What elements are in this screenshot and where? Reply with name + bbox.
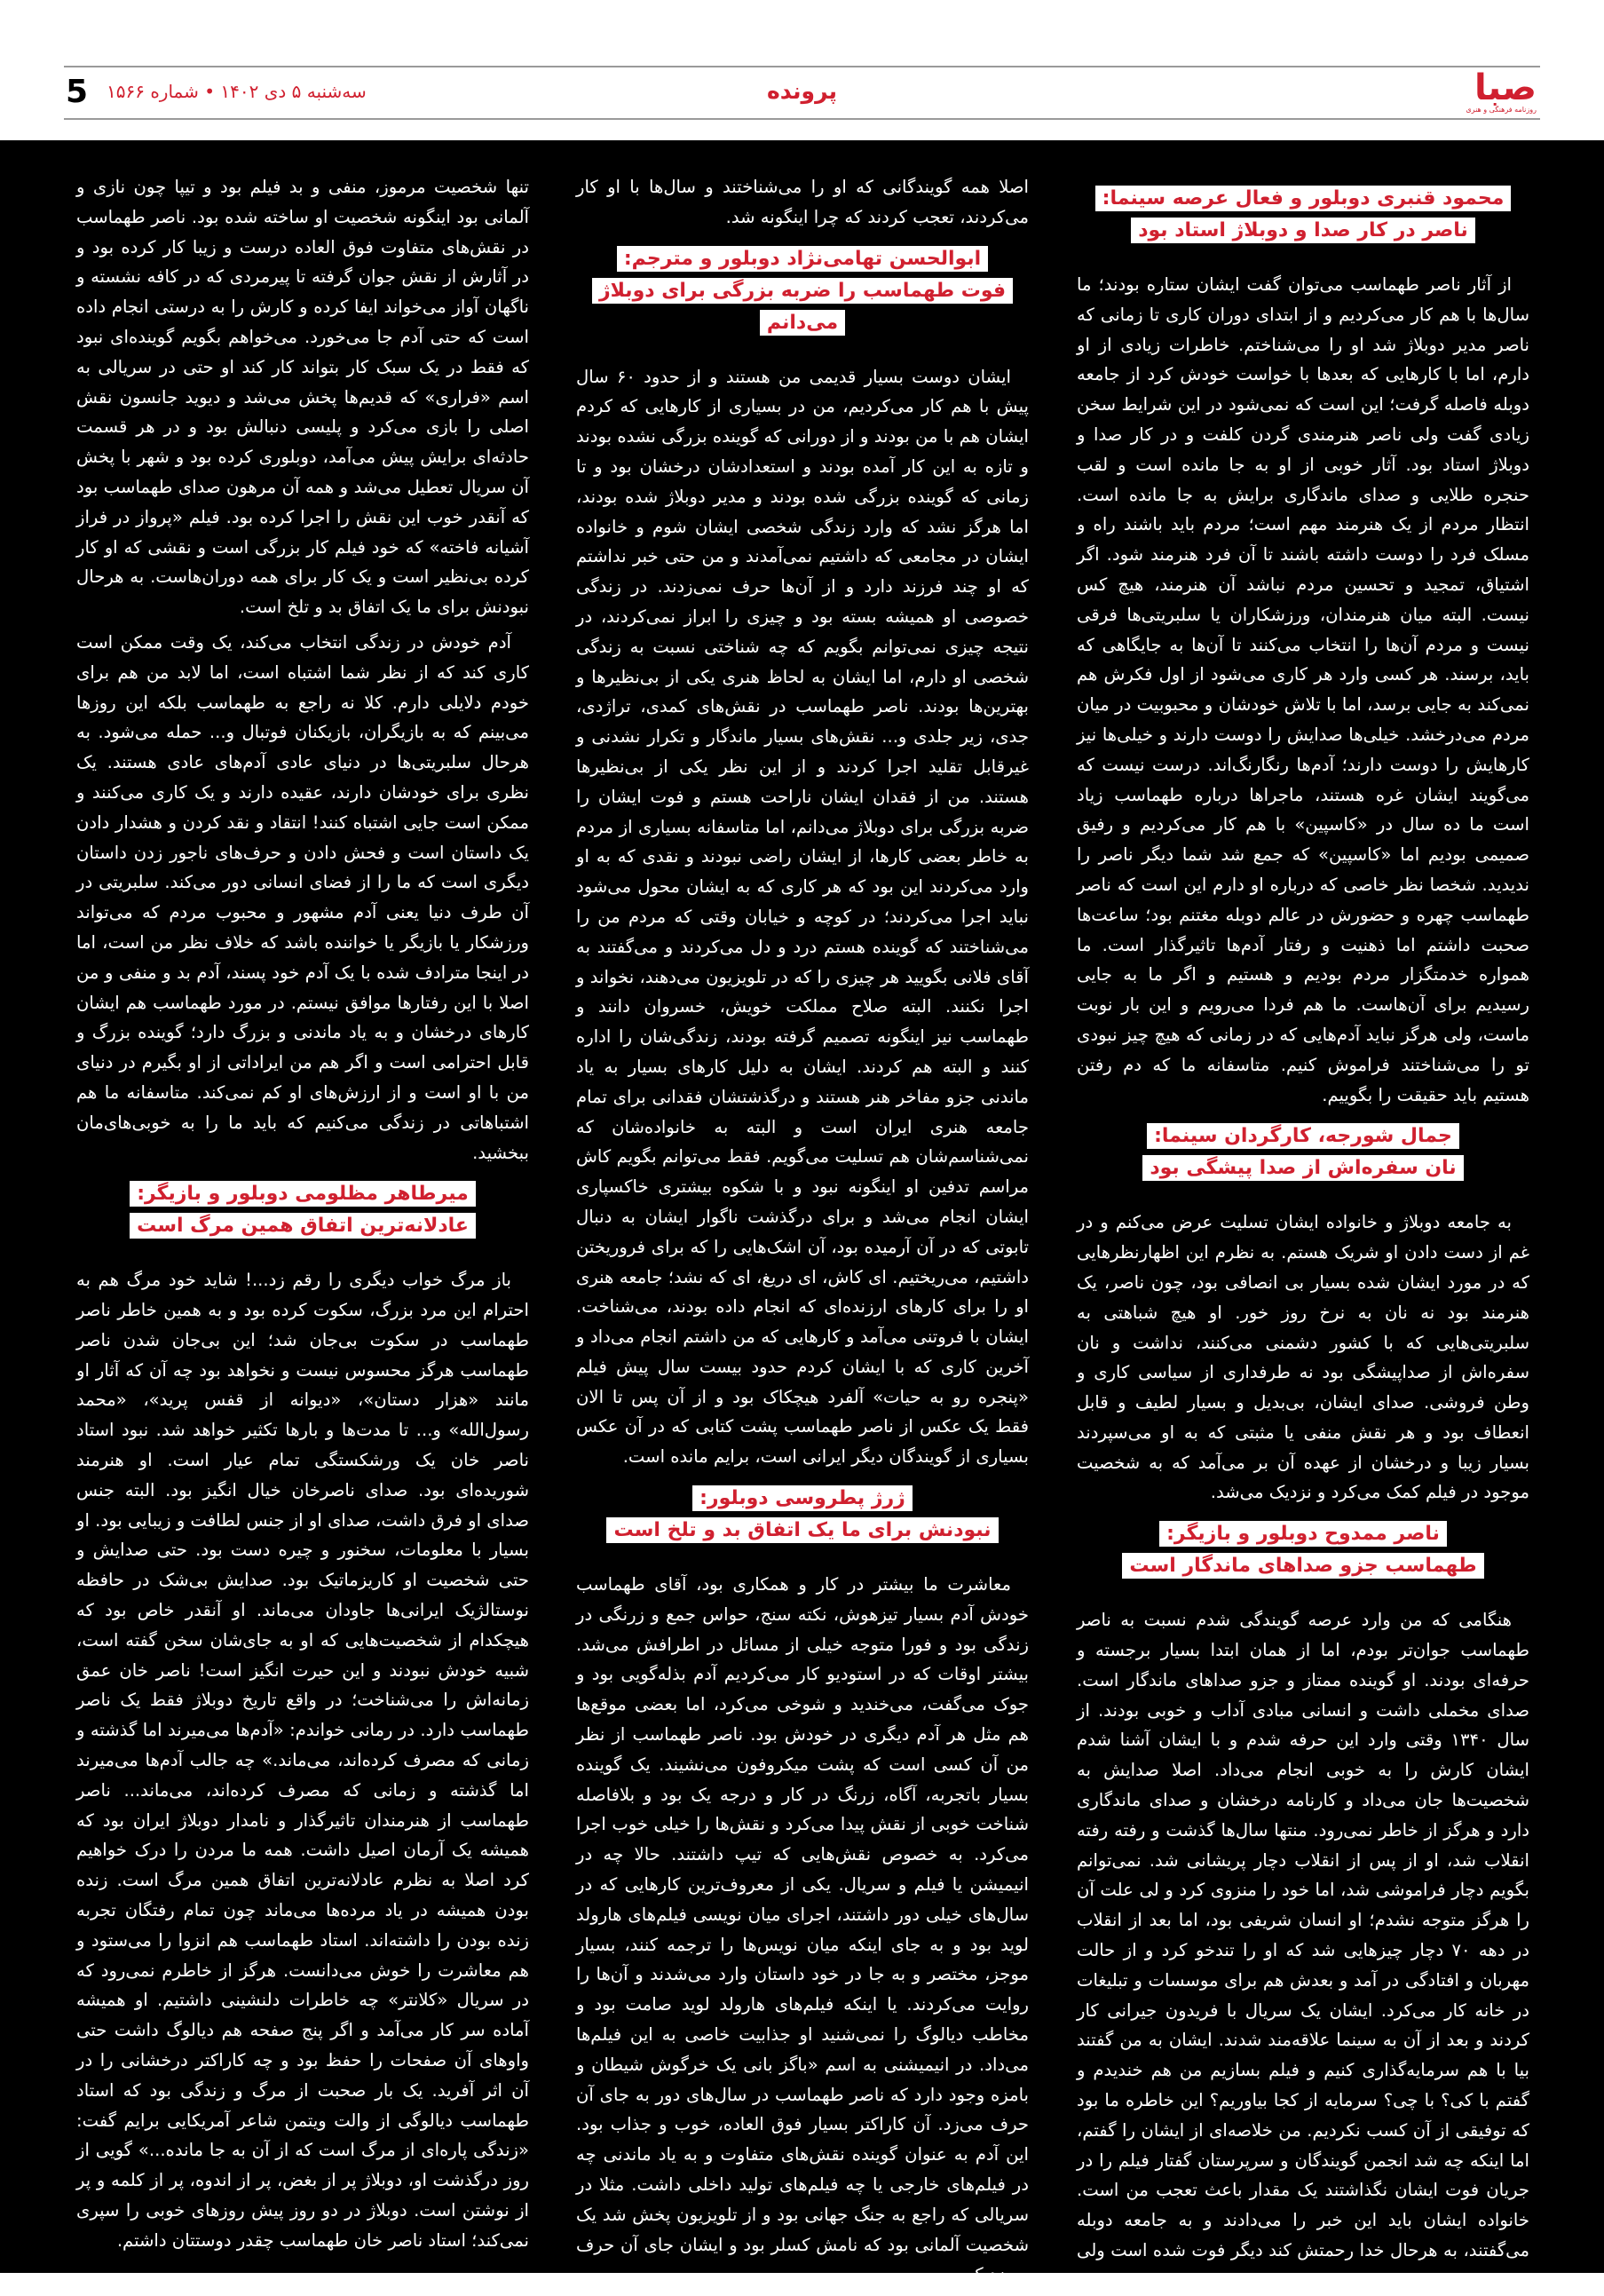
paragraph: هنگامی که من وارد عرصه گویندگی شدم نسبت به ناصر طهماسب جوان‌تر بودم، اما از همان ابتدا بسیار برجسته و حرفه‌ای بودند. او گوینده ممتاز و جزو صداهای ماندگار است. صدای مخملی داشت و انسانی مبادی آداب و خوبی بودند. از سال ۱۳۴۰ وقتی وارد این حرفه شدم و با ایشان آشنا شدم ایشان کارش را به خوبی انجام می‌داد. اصلا صدایش به شخصیت‌ها جان می‌داد و کارنامه درخشان و صدای ماندگاری دارد و هرگز از خاطر نمی‌رود. منتها سال‌ها گذشت و رفته رفته انقلاب شد، او از پس از انقلاب دچار پریشانی شد. نمی‌توانم بگویم دچار فراموشی شد، اما خود را منزوی کرد و لی علت آن را هرگز متوجه نشدم؛ او انسان شریفی بود، اما بعد از انقلاب در دهه ۷۰ دچار چیزهایی شد که او را تندخو کرد و از حالت مهربان و افتادگی در آمد و بعدش هم برای موسسات و تبلیغات در خانه کار می‌کرد. ایشان یک سریال با فریدون جیرانی کار کردند و بعد از آن به سینما علاقه‌مند شدند. ایشان به من گفتند بیا با هم سرمایه‌گذاری کنیم و فیلم بسازیم من هم خندیدم و گفتم با کی؟ با چی؟ سرمایه از کجا بیاوریم؟ این خاطره ما بود که توفیقی از آن کسب نکردیم. من خلاصه‌ای از ایشان را گفتم، اما اینکه چه شد انجمن گویندگان و سرپرستان گفتار فیلم را در جریان فوت ایشان نگذاشتند یک مقدار باعث تعجب من است. خانواده ایشان باید این خبر را می‌دادند و به جامعه دوبله می‌گفتند، به هرحال خدا رحمتش کند دیگر فوت شده است ولی همه ما متعجب شدیم <box>1077 1610 1530 2291</box>
page-header <box>0 0 1604 140</box>
paragraph: ایشان دوست بسیار قدیمی من هستند و از حدود ۶۰ سال پیش با هم کار می‌کردیم، من در بسیاری از کارهایی که کردم ایشان هم با من بودند و از دورانی که گوینده بزرگی نشده بودند و تازه به این کار آمده بودند و استعدادشان درخشان بود و تا زمانی که گوینده بزرگی شده بودند و مدیر دوبلاژ شده بودند، اما هرگز نشد که وارد زندگی شخصی ایشان شوم و خانواده ایشان در مجامعی که داشتیم نمی‌آمدند و من حتی خبر نداشتم که او چند فرزند دارد و از آن‌ها حرف نمی‌زدند. در زندگی خصوصی او همیشه بسته بود و چیزی را ابراز نمی‌کردند، در نتیجه چیزی نمی‌توانم بگویم که چه شناختی نسبت به زندگی شخصی او دارم، اما ایشان به لحاظ هنری یکی از بی‌نظیرها و بهترین‌ها بودند. ناصر طهماسب در نقش‌های کمدی، تراژدی، جدی، زیر جلدی و... نقش‌های بسیار ماندگار و تکرار نشدنی و غیرقابل تقلید اجرا کردند و از این نظر یکی از بی‌نظیرها هستند. من از فقدان ایشان ناراحت هستم و فوت ایشان را ضربه بزرگی برای دوبلاژ می‌دانم، اما متاسفانه بسیاری از مردم به خاطر بعضی کارها، از ایشان راضی نبودند و نقدی که به او وارد می‌کردند این بود که هر کاری که به ایشان محول می‌شود نباید اجرا می‌کردند؛ در کوچه و خیابان وقتی که مردم من را می‌شناختند که گوینده هستم درد و دل می‌کردند و می‌گفتند به آقای فلانی بگویید هر چیزی را که در تلویزیون می‌دهند، نخواند و اجرا نکنند. البته صلاح مملکت خویش، خسروان دانند و طهماسب نیز اینگونه تصمیم گرفته بودند، زندگی‌شان را اداره کنند و البته هم کردند. ایشان به دلیل کارهای بسیار به یاد ماندنی جزو مفاخر هنر هستند و درگذشتشان فقدانی برای تمام جامعه هنری ایران است و البته به خانواده‌شان که نمی‌شناسم‌شان هم تسلیت می‌گویم. فقط می‌توانم بگویم کاش مراسم تدفین او اینگونه نبود و با شکوه بیشتری خاکسپاری ایشان انجام می‌شد و برای درگذشت ناگوار ایشان به دنبال تابوتی که در آن آرمیده بود، آن اشک‌هایی را که برای فروریختن داشتیم، می‌ریختیم. ای کاش، ای دریغ، ای که نشد؛ جامعه هنری او را برای کارهای ارزنده‌ای که انجام داده بودند، می‌شناخت. ایشان با فروتنی می‌آمد و کارهایی که من داشتم انجام می‌داد و آخرین کاری که با ایشان کردم حدود بیست سال پیش فیلم «پنجره رو به حیات» آلفرد هیچکاک بود و از آن پس تا الان فقط یک عکس از ناصر طهماسب پشت کتابی که در آن عکس بسیاری از گویندگان دیگر ایرانی است، برایم مانده است. <box>576 366 1029 1468</box>
column-right <box>1077 172 1530 2291</box>
subheading-line: فوت طهماسب را ضربه بزرگی برای دوبلاژ می‌دانم <box>592 278 1013 336</box>
logo-wordmark: صبا <box>1474 67 1537 108</box>
subheading-line: ناصر ممدوح دوبلور و بازیگر: <box>1159 1521 1447 1547</box>
paragraph: معاشرت ما بیشتر در کار و همکاری بود، آقای طهماسب خودش آدم بسیار تیزهوش، نکته سنج، حواس جمع و زرنگی در زندگی بود و فورا متوجه خیلی از مسائل در اطرافش می‌شد. بیشتر اوقات که در استودیو کار می‌کردیم آدم بذله‌گویی بود و جوک می‌گفت، می‌خندید و شوخی می‌کرد، اما بعضی موقع‌ها هم مثل هر آدم دیگری در خودش بود. ناصر طهماسب از نظر من آن کسی است که پشت میکروفون می‌نشیند. یک گوینده بسیار باتجربه، آگاه، زرنگ در کار و درجه یک بود و بلافاصله شناخت خوبی از نقش پیدا می‌کرد و نقش‌ها را خیلی خوب اجرا می‌کرد. به خصوص نقش‌هایی که تیپ داشتند. حالا چه در انیمیشن یا فیلم و سریال. یکی از معروف‌ترین کارهایی که در سال‌های خیلی دور داشتند، اجرای میان نویسی فیلم‌های هارولد لوید بود و به جای اینکه میان نویس‌ها را ترجمه کنند، بسیار موجز، مختصر و به جا در خود داستان وارد می‌شدند و آن‌ها را روایت می‌کردند. یا اینکه فیلم‌های هارولد لوید صامت بود و مخاطب دیالوگ را نمی‌شنید او جذابیت خاصی به این فیلم‌ها می‌داد. در انیمیشنی به اسم «باگز بانی یک خرگوش شیطان و بامزه وجود دارد که ناصر طهماسب در سال‌های دور به جای آن حرف می‌زد. آن کاراکتر بسیار فوق العاده، خوب و جذاب بود. این آدم به عنوان گوینده نقش‌های متفاوت و به یاد ماندنی چه در فیلم‌های خارجی یا چه فیلم‌های تولید داخلی داشت. مثلا در سریالی که راجع به جنگ جهانی بود و از تلویزیون پخش شد یک شخصیت آلمانی بود که نامش کسلر بود و ایشان جای آن حرف می‌زد که <box>576 1574 1029 2285</box>
subheading-line: عادلانه‌ترین اتفاق همین مرگ است <box>130 1213 476 1239</box>
subheading-line: محمود قنبری دوبلور و فعال عرصه سینما: <box>1095 186 1512 211</box>
header-top-rule <box>64 66 1540 67</box>
subheading-shourjeh <box>1077 1120 1529 1184</box>
subheading-tahaminejad <box>576 243 1029 339</box>
subheading-line: ژرژ پطروسی دوبلور: <box>692 1485 913 1511</box>
subheading-line: میرطاهر مظلومی دوبلور و بازیگر: <box>130 1181 476 1207</box>
subheading-line: جمال شورجه، کارگردان سینما: <box>1147 1123 1459 1149</box>
page-number: 5 <box>66 74 89 110</box>
subheading-qanbari <box>1077 183 1529 247</box>
column-middle <box>576 172 1029 2285</box>
paragraph: باز مرگ خواب دیگری را رقم زد...! شاید خود مرگ هم به احترام این مرد بزرگ، سکوت کرده بود و به همین خاطر ناصر طهماسب در سکوت بی‌جان شد؛ این بی‌جان شدن ناصر طهماسب هرگز محسوس نیست و نخواهد بود چه آن که آثار او مانند «هزار دستان»، «دیوانه از قفس پرید»، «محمد رسول‌الله» و... تا مدت‌ها و بارها تکثیر خواهد شد. نبود استاد ناصر خان یک ورشکستگی تمام عیار است. او هنرمند شوریده‌ای بود. صدای ناصرخان خیال انگیز بود. البته جنس صدای او فرق داشت، صدای او از جنس لطافت و زیبایی بود. او بسیار با معلومات، سخنور و چیره دست بود. حتی صدایش و حتی شخصیت او کاریزماتیک بود. صدایش بی‌شک در حافظه نوستالژیک ایرانی‌ها جاودان می‌ماند. او آنقدر خاص بود که هیچکدام از شخصیت‌هایی که او به جای‌شان سخن گفته است، شبیه خودش نبودند و این حیرت انگیز است! ناصر خان عمق زمانه‌اش را می‌شناخت؛ در واقع تاریخ دوبلاژ فقط یک ناصر طهماسب دارد. در رمانی خواندم: «آدم‌ها می‌میرند اما گذشته و زمانی که مصرف کرده‌اند، می‌ماند.» چه جالب آدم‌ها می‌میرند اما گذشته و زمانی که مصرف کرده‌اند، می‌ماند... ناصر طهماسب از هنرمندان تاثیرگذار و نامدار دوبلاژ ایران بود که همیشه یک آرمان اصیل داشت. همه ما مردن را درک خواهیم کرد اصلا به نظرم عادلانه‌ترین اتفاق همین مرگ است. زنده بودن همیشه در یاد مرده‌ها می‌ماند چون تمام رفتگان تجربه زنده بودن را داشته‌اند. استاد طهماسب هم انزوا را می‌ستود و هم معاشرت را خوش می‌دانست. هرگز از خاطرم نمی‌رود که در سریال «کلانتر» چه خاطرات دلنشینی داشتیم. او همیشه آماده سر کار می‌آمد و اگر پنج صفحه هم دیالوگ داشت حتی واوهای آن صفحات را حفظ بود و چه کاراکتر درخشانی را در آن اثر آفرید. یک بار صحبت از مرگ و زندگی بود که استاد طهماسب دیالوگی از والت ویتمن شاعر آمریکایی برایم گفت: «زندگی پاره‌ای از مرگ است که از آن به جا مانده...» گویی از روز درگذشت او، دوبلاژ پر از بغض، پر از اندوه، پر از کلمه و پر از نوشتن است. دوبلاژ در دو روز پیش روزهای خوبی را سپری نمی‌کند؛ استاد ناصر خان طهماسب چقدر دوستتان داشتم. <box>76 1270 529 2251</box>
section-title: پرونده <box>766 78 838 104</box>
article-body <box>0 140 1604 2291</box>
subheading-line: نبودنش برای ما یک اتفاق بد و تلخ است <box>606 1517 998 1543</box>
subheading-line: ابوالحسن تهامی‌نژاد دوبلور و مترجم: <box>617 246 988 272</box>
paragraph: از آثار ناصر طهماسب می‌توان گفت ایشان ستاره بودند؛ ما سال‌ها با هم کار می‌کردیم و از ابتدای دوران کاری تا زمانی که ناصر مدیر دوبلاژ شد او را می‌شناختم. خاطرات زیادی از او دارم، اما با کارهایی که بعدها با خواست خودش کرد از جامعه دوبله فاصله گرفت؛ این است که نمی‌شود در این شرایط سخن زیادی گفت ولی ناصر هنرمندی گردن کلفت و در کار صدا و دوبلاژ استاد بود. آثار خوبی از او به جا مانده است و لقب حنجره طلایی و صدای ماندگاری برایش به جا مانده است. انتظار مردم از یک هنرمند مهم است؛ مردم باید باشند راه و مسلک فرد را دوست داشته باشند تا آن فرد هنرمند شود. اگر اشتیاق، تمجید و تحسین مردم نباشد آن هنرمند، هیچ کس نیست. البته میان هنرمندان، ورزشکاران یا سلبریتی‌ها فرقی نیست و مردم آن‌ها را انتخاب می‌کنند تا آن‌ها به جایگاهی که باید، برسند. هر کسی وارد هر کاری می‌شود از اول فکرش هم نمی‌کند به جایی برسد، اما با تلاش خودشان و محبوبیت در میان مردم می‌درخشد. خیلی‌ها صدایش را دوست دارند و خیلی‌ها نیز کارهایش را دوست دارند؛ آدم‌ها رنگارنگ‌اند. درست نیست که می‌گویند ایشان غره هستند، ماجراها درباره طهماسب زیاد است ما ده سال در «کاسپین» با هم کار می‌کردیم و رفیق صمیمی بودیم اما «کاسپین» که جمع شد شما دیگر ناصر را ندیدید. شخصا نظر خاصی که درباره او دارم این است که ناصر طهماسب چهره و حضورش در عالم دوبله مغتنم بود؛ ساعت‌ها صحبت داشتم اما ذهنیت و رفتار آدم‌ها تاثیرگذار است. ما همواره خدمتگزار مردم بودیم و هستیم و اگر ما به جایی رسیدیم برای آن‌هاست. ما هم فردا می‌رویم و این بار نوبت ماست، ولی هرگز نباید آدم‌هایی که در زمانی که هیچ چیز نبودی تو را می‌شناختند فراموش کنیم. متاسفانه ما که دم رفتن هستیم باید حقیقت را بگوییم. <box>1077 274 1529 1105</box>
header-bottom-rule <box>64 118 1540 120</box>
subheading-mamdouh <box>1077 1518 1529 1582</box>
paragraph: به جامعه دوبلاژ و خانواده ایشان تسلیت عرض می‌کنم و در غم از دست دادن او شریک هستم. به نظرم این اظهارنظرهایی که در مورد ایشان شده بسیار بی انصافی بود، چون ناصر، یک هنرمند بود نه نان به نرخ روز خور. او هیچ شباهتی به سلبریتی‌هایی که با کشور دشمنی می‌کنند، نداشت و نان سفره‌اش از صداپیشگی بود نه طرفداری از سیاسی کاری و وطن فروشی. صدای ایشان، بی‌بدیل و بسیار لطیف و قابل انعطاف بود و هر نقش منفی یا مثبتی که به او می‌سپردند بسیار زیبا و درخشان از عهده آن بر می‌آمد که به شخصیت موجود در فیلم کمک می‌کرد و نزدیک می‌شد. <box>1077 1212 1529 1503</box>
logo-tagline: روزنامه فرهنگی و هنری <box>1466 106 1537 114</box>
subheading-mazloumi <box>76 1178 529 1242</box>
issue-date-number: سه‌شنبه ۵ دی ۱۴۰۲ • شماره ۱۵۶۶ <box>107 81 367 102</box>
subheading-petrosi <box>576 1483 1029 1547</box>
paragraph: اصلا همه گویندگانی که او را می‌شناختند و سال‌ها با او کار می‌کردند، تعجب کردند که چرا اینگونه شد. <box>576 177 1029 227</box>
subheading-line: طهماسب جزو صداهای ماندگار است <box>1122 1553 1483 1579</box>
column-left <box>76 172 529 2268</box>
subheading-line: نان سفره‌اش از صدا پیشگی بود <box>1142 1155 1463 1181</box>
subheading-line: ناصر در کار صدا و دوبلاژ استاد بود <box>1131 218 1475 243</box>
paragraph: تنها شخصیت مرموز، منفی و بد فیلم بود و تیپا چون نازی و آلمانی بود اینگونه شخصیت او ساخته شده بود. ناصر طهماسب در نقش‌های متفاوت فوق العاده درست و زیبا کار کرده بود و در آثارش از نقش جوان گرفته تا پیرمردی که در کافه نشسته و ناگهان آواز می‌خواند ایفا کرده و کارش را به درستی انجام داده است که حتی آدم جا می‌خورد. می‌خواهم بگویم گوینده‌ای نبود که فقط در یک سبک کار بتواند کار کند او حتی در سریالی به اسم «فراری» که قدیم‌ها پخش می‌شد و دیوید جانسون نقش اصلی را بازی می‌کرد و پلیسی دنبالش بود و در هر قسمت حادثه‌ای برایش پیش می‌آمد، دوبلوری کرده بود و شهر با پخش آن سریال تعطیل می‌شد و همه آن مرهون صدای طهماسب بود که آنقدر خوب این نقش را اجرا کرده بود. فیلم «پرواز در فراز آشیانه فاخته» که خود فیلم کار بزرگی است و نقشی که او کار کرده بی‌نظیر است و یک کار برای همه دوران‌هاست. به هرحال نبودنش برای ما یک اتفاق بد و تلخ است. <box>76 177 529 618</box>
paragraph: آدم خودش در زندگی انتخاب می‌کند، یک وقت ممکن است کاری کند که از نظر شما اشتباه است، اما لابد من هم برای خودم دلایلی دارم. کلا نه راجع به طهماسب بلکه این روزها می‌بینم که به بازیگران، بازیکنان فوتبال و... حمله می‌شود. به هرحال سلبریتی‌ها در دنیای عادی آدم‌های عادی هستند. یک نظری برای خودشان دارند، عقیده دارند و یک کاری می‌کنند و ممکن است جایی اشتباه کنند! انتقاد و نقد کردن و هشدار دادن یک داستان است و فحش دادن و حرف‌های ناجور زدن داستان دیگری است که ما را از فضای انسانی دور می‌کند. سلبریتی در آن طرف دنیا یعنی آدم مشهور و محبوب مردم که می‌تواند ورزشکار یا بازیگر یا خواننده باشد که خلاف نظر من است، اما در اینجا مترادف شده با یک آدم خود پسند، آدم بد و منفی و من اصلا با این رفتارها موافق نیستم. در مورد طهماسب هم ایشان کارهای درخشان و به یاد ماندنی و بزرگ دارد؛ گوینده بزرگ و قابل احترامی است و اگر هم من ایراداتی از او بگیرم در دنیای من با او است و از ارزش‌های او کم نمی‌کند. متاسفانه ما هم اشتباهاتی در زندگی می‌کنیم که باید ما را به خوبی‌های‌مان ببخشید. <box>76 631 529 1163</box>
